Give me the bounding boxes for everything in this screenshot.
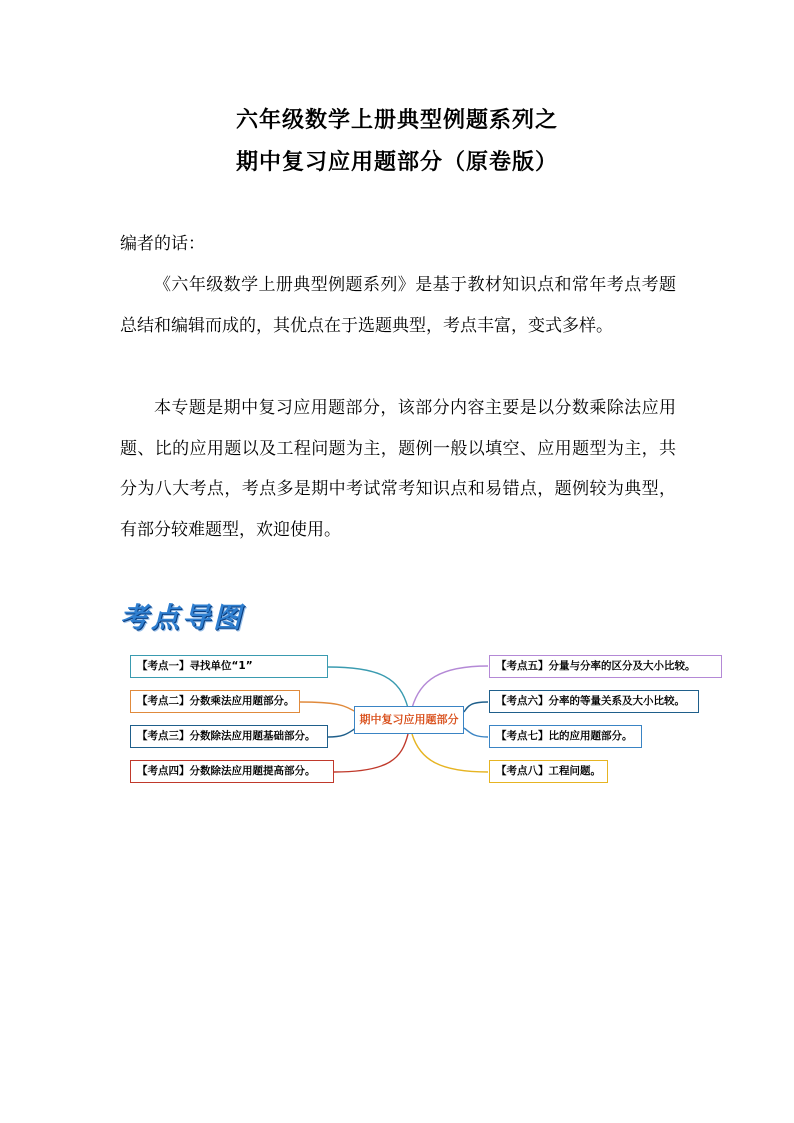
connector-1 xyxy=(328,667,408,708)
mind-map-node-right-1: 【考点五】分量与分率的区分及大小比较。 xyxy=(489,655,722,678)
intro-paragraph-1: 《六年级数学上册典型例题系列》是基于教材知识点和常年考点考题总结和编辑而成的，其优点在于选题典型，考点丰富，变式多样。 xyxy=(120,275,676,336)
mind-map-center-node: 期中复习应用题部分 xyxy=(354,706,464,734)
connector-6 xyxy=(464,702,488,712)
document-title-line-2: 期中复习应用题部分（原卷版） xyxy=(235,150,558,175)
preface-label: 编者的话： xyxy=(120,234,205,254)
mind-map-node-right-3: 【考点七】比的应用题部分。 xyxy=(489,725,642,748)
mind-map-node-right-4: 【考点八】工程问题。 xyxy=(489,760,608,783)
mind-map-node-left-4: 【考点四】分数除法应用题提高部分。 xyxy=(130,760,334,783)
mind-map-node-left-1: 【考点一】寻找单位“1” xyxy=(130,655,328,678)
mind-map-node-right-2: 【考点六】分率的等量关系及大小比较。 xyxy=(489,690,699,713)
mind-map-node-left-2: 【考点二】分数乘法应用题部分。 xyxy=(130,690,300,713)
mind-map-heading: 考点导图 xyxy=(120,601,245,634)
connector-7 xyxy=(464,728,488,737)
connector-2 xyxy=(300,702,356,712)
document-title-line-1: 六年级数学上册典型例题系列之 xyxy=(235,108,558,133)
connector-8 xyxy=(412,734,488,772)
connector-5 xyxy=(412,666,488,708)
mind-map-node-left-3: 【考点三】分数除法应用题基础部分。 xyxy=(130,725,328,748)
connector-4 xyxy=(334,734,408,772)
connector-3 xyxy=(328,728,356,737)
intro-paragraph-2: 本专题是期中复习应用题部分，该部分内容主要是以分数乘除法应用题、比的应用题以及工程问题为主，题例一般以填空、应用题型为主，共分为八大考点，考点多是期中考试常考知识点和易错点，题例较为典型，有部分较难题型，欢迎使用。 xyxy=(120,398,676,540)
